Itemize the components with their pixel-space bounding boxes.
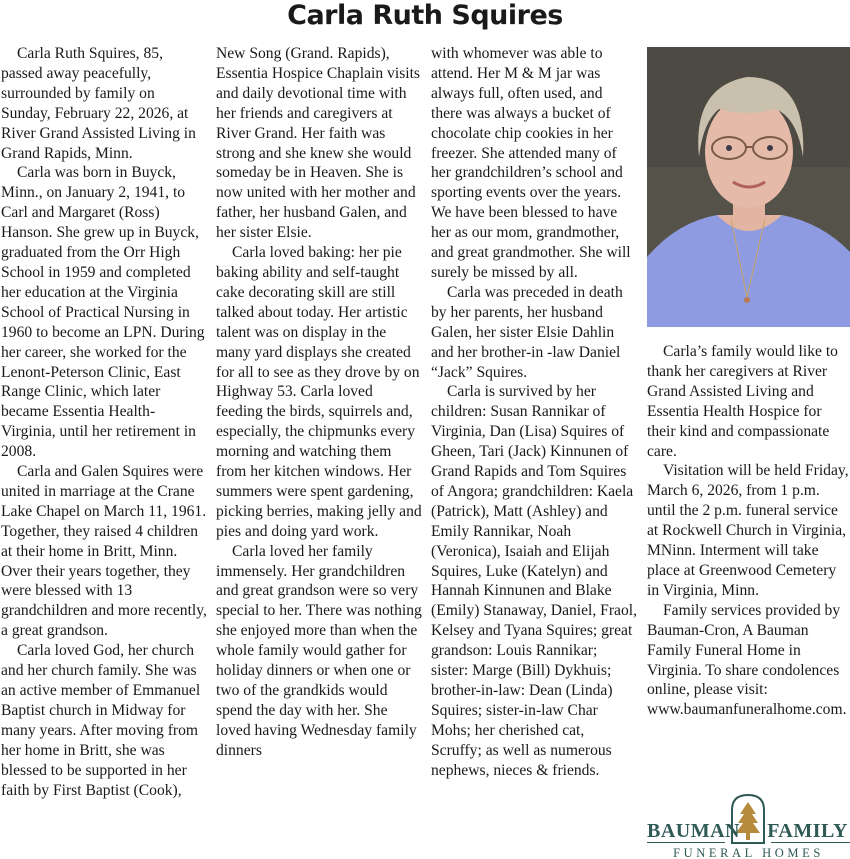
- obituary-paragraph: Carla and Galen Squires were united in marriage at the Crane Lake Chapel on March 11, 1961. Together, they raised 4 children at their home in Britt, Minn. Over their years together, they were blessed with 13 grandchildren and more recently, a great grandson.: [1, 463, 207, 640]
- obituary-paragraph: Carla was preceded in death by her parents, her husband Galen, her sister Elsie Dahlin and her brother-in -law Daniel “Jack” Squires.: [431, 283, 623, 381]
- logo-divider-right: [771, 842, 850, 843]
- obituary-paragraph: Carla loved baking: her pie baking ability and self-taught cake decorating skill are still talked about today. Her artistic talent was on display in the many yard displays she created for all to see as they drove by on Highway 53. Carla loved feeding the birds, squirrels and, especially, the chipmunks every morning and watching them from her kitchen windows. Her summers were spent gardening, picking berries, making jelly and pies and doing yard work.: [216, 244, 422, 540]
- text-column-4: [647, 342, 850, 720]
- obituary-paragraph: Carla was born in Buyck, Minn., on January 2, 1941, to Carl and Margaret (Ross) Hanson. She grew up in Buyck, graduated from the Orr High School in 1959 and completed her education at the Virginia School of Practical Nursing in 1960 to become an LPN. During her career, she worked for the Lenont-Peterson Clinic, East Range Clinic, which later became Essentia Health-Virginia, until her retirement in 2008.: [1, 164, 205, 461]
- obituary-paragraph: Carla Ruth Squires, 85, passed away peacefully, surrounded by family on Sunday, February 22, 2026, at River Grand Assisted Living in Grand Rapids, Minn.: [1, 45, 196, 162]
- obituary-paragraph: Carla is survived by her children: Susan Rannikar of Virginia, Dan (Lisa) Squires of Gheen, Tari (Jack) Kinnunen of Grand Rapids and Tom Squires of Angora; grandchildren: Kaela (Patrick), Matt (Ashley) and Emily Rannikar, Noah (Veronica), Isaiah and Elijah Squires, Luke (Katelyn) and Hannah Kinnunen and Blake (Emily) Stanaway, Daniel, Fraol, Kelsey and Tyana Squires; great grandson: Louis Rannikar; sister: Marge (Bill) Dykhuis; brother-in-law: Dean (Linda) Squires; sister-in-law Char Mohs; her cherished cat, Scruffy; as well as numerous nephews, nieces & friends.: [431, 383, 637, 779]
- portrait-photo: [647, 47, 850, 327]
- obituary-paragraph: Visitation will be held Friday, March 6, 2026, from 1 p.m. until the 2 p.m. funeral service at Rockwell Church in Virginia, MNinn. Interment will take place at Greenwood Cemetery in Virginia, Minn.: [647, 462, 849, 599]
- logo-divider-left: [647, 842, 725, 843]
- obituary-paragraph: with whomever was able to attend. Her M & M jar was always full, often used, and there was always a bucket of chocolate chip cookies in her freezer. She attended many of her grandchildren’s school and sporting events over the years. We have been blessed to have her as our mom, grandmother, and great grandmother. She will surely be missed by all.: [431, 45, 631, 281]
- obituary-paragraph: Carla loved her family immensely. Her grandchildren and great grandson were so very special to her. There was nothing she enjoyed more than when the whole family would gather for holiday dinners or when one or two of the grandkids would spend the day with her. She loved having Wednesday family dinners: [216, 542, 422, 759]
- text-column-2: [216, 44, 422, 761]
- obituary-paragraph: Carla’s family would like to thank her caregivers at River Grand Assisted Living and Essentia Health Hospice for their kind and compassionate care.: [647, 343, 838, 460]
- obituary-title: Carla Ruth Squires: [287, 0, 563, 31]
- obituary-paragraph: Carla loved God, her church and her church family. She was an active member of Emmanuel Baptist church in Midway for many years. After moving from her home in Britt, she was blessed to be supported in her faith by First Baptist (Cook),: [1, 642, 201, 799]
- logo-subtitle: FUNERAL HOMES: [673, 846, 824, 859]
- text-column-3: [431, 44, 637, 781]
- obituary-paragraph: Family services provided by Bauman-Cron, A Bauman Family Funeral Home in Virginia. To share condolences online, please visit: www.baumanfuneralhome.com.: [647, 601, 847, 719]
- logo-word-family: FAMILY: [767, 820, 848, 842]
- portrait-image: [647, 47, 850, 327]
- obituary-paragraph: New Song (Grand. Rapids), Essentia Hospice Chaplain visits and daily devotional time with her friends and caregivers at River Grand. Her faith was strong and she knew she would someday be in Heaven. She is now united with her mother and father, her husband Galen, and her sister Elsie.: [216, 45, 420, 242]
- funeral-home-logo: [647, 790, 850, 859]
- text-column-1: [1, 44, 207, 800]
- logo-word-bauman: BAUMAN: [647, 820, 740, 842]
